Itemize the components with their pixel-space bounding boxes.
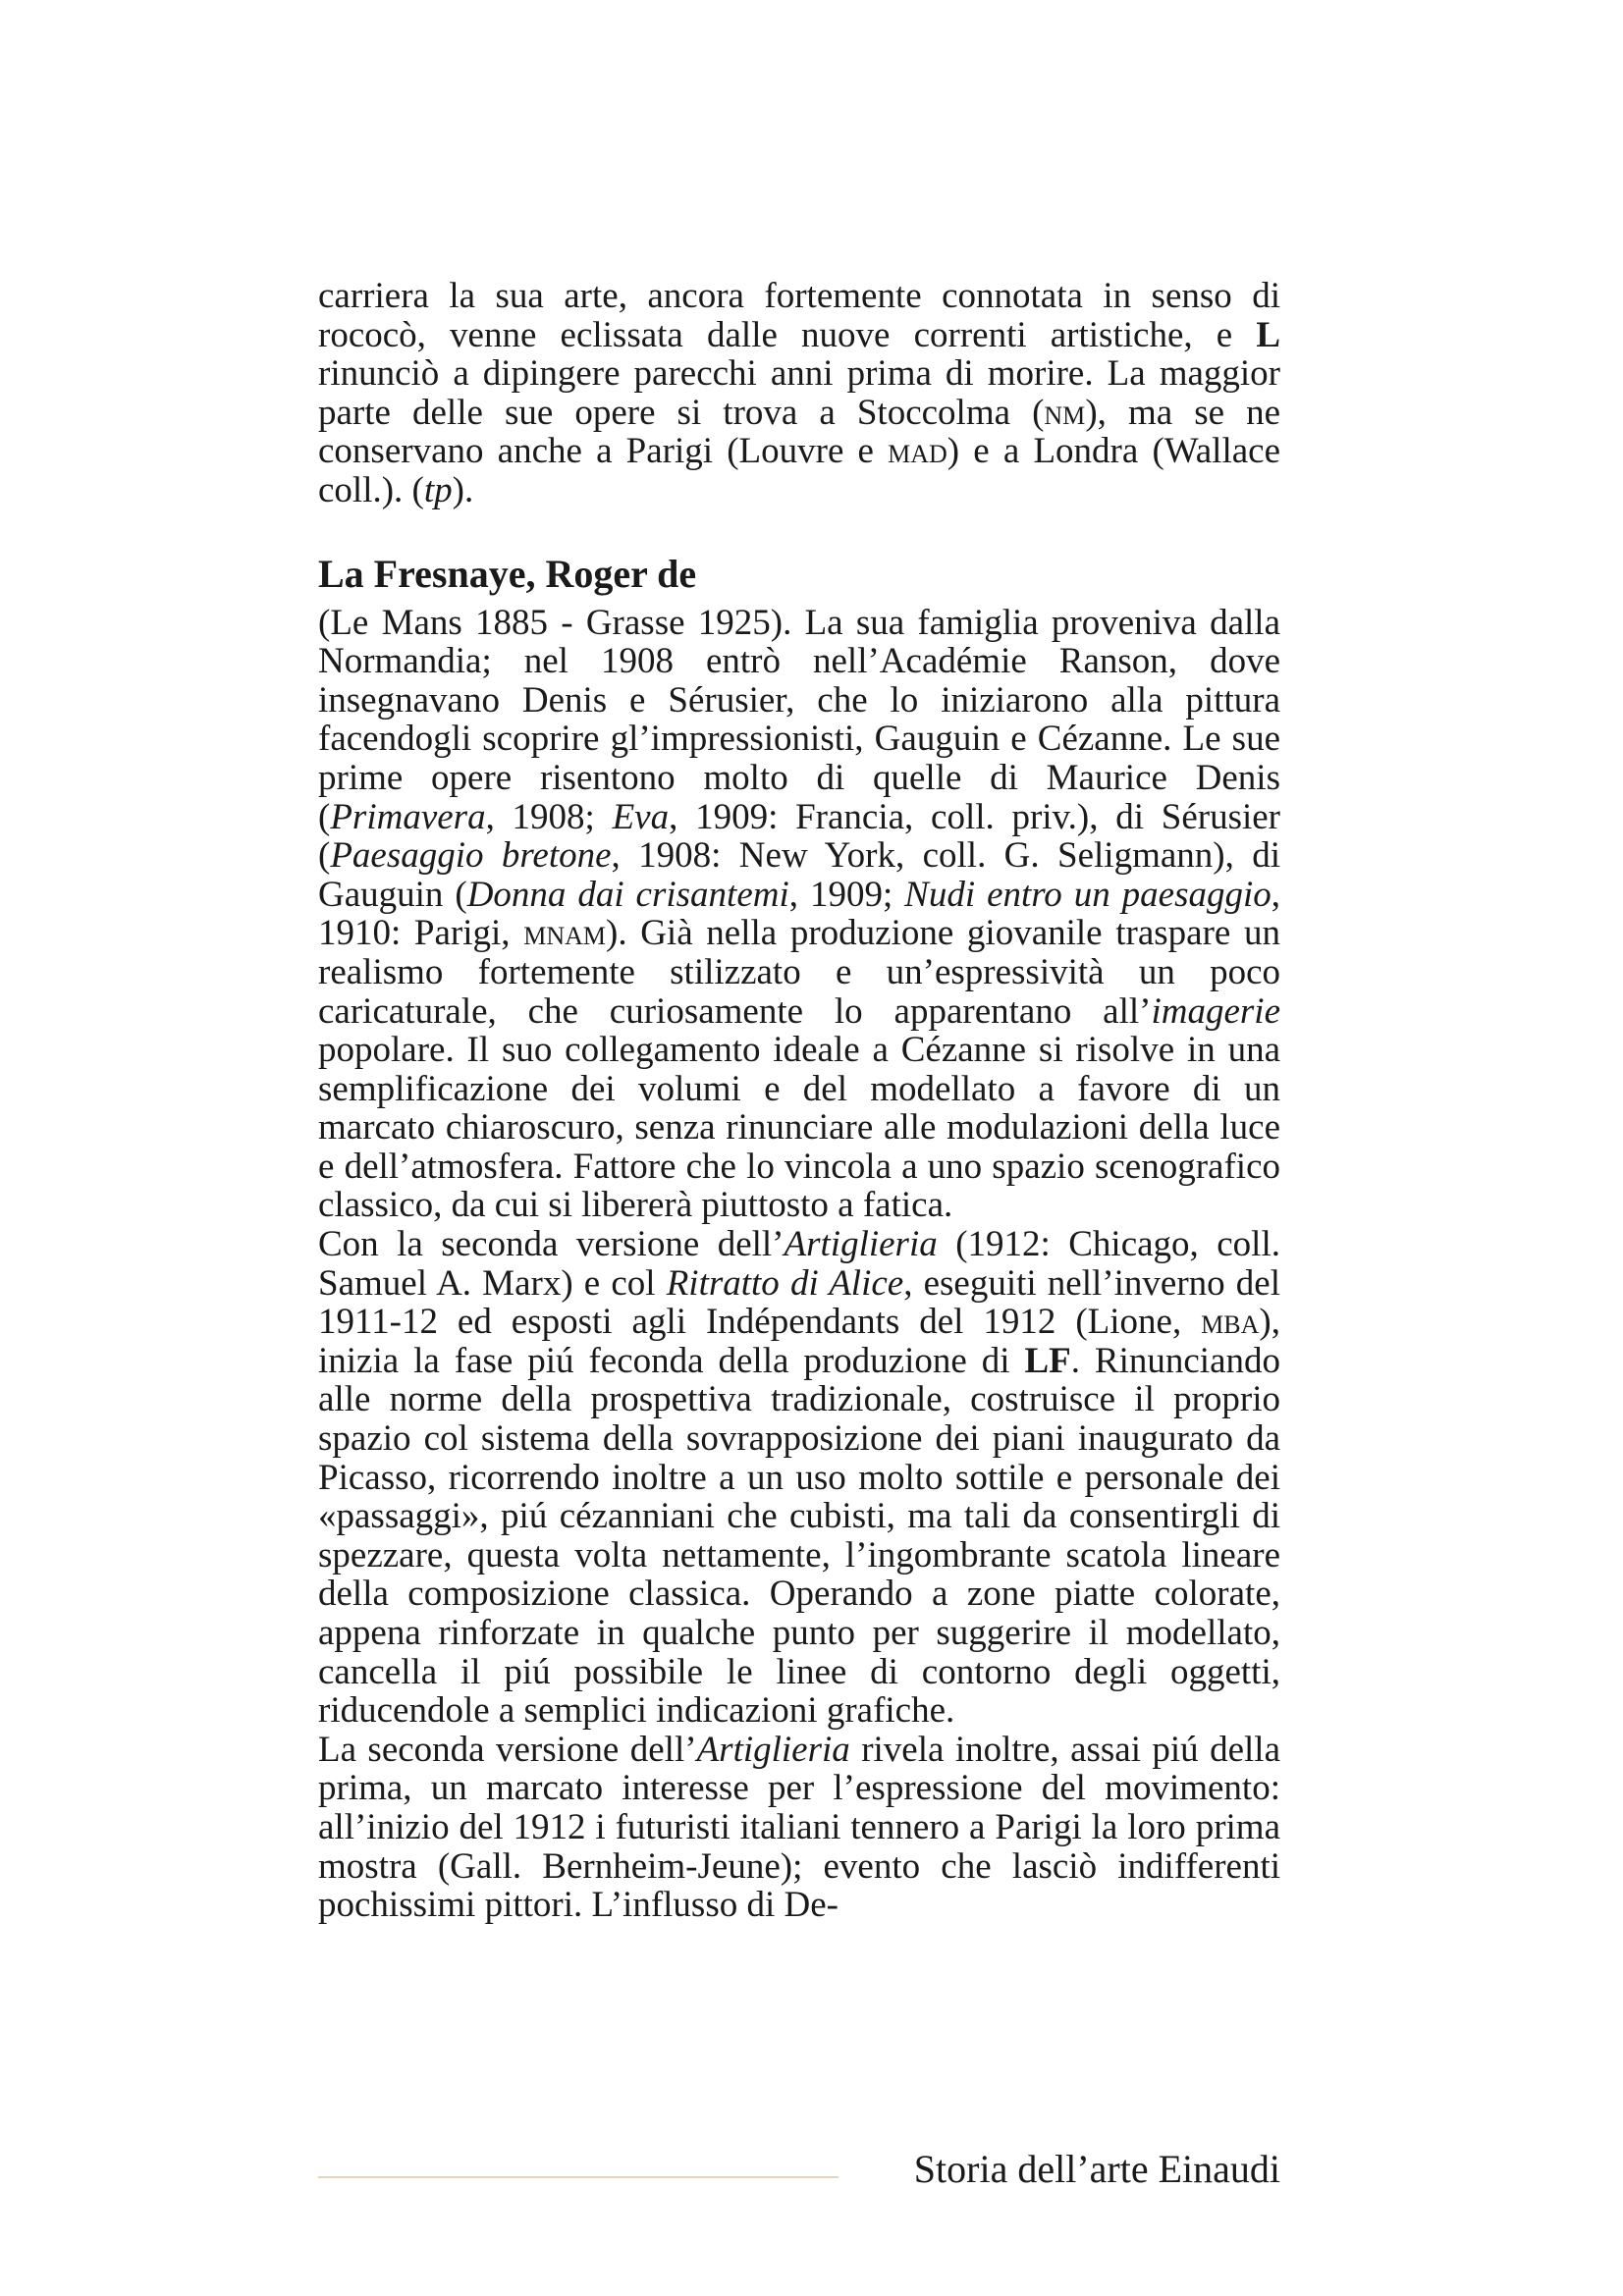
text-run: , 1910: Parigi, (318, 874, 1281, 954)
text-run: carriera la sua arte, ancora fortemente connotata in senso di rococò, venne eclissata dalle nuove correnti artistiche, e (318, 276, 1280, 355)
artwork-title: Artiglieria (696, 1729, 850, 1770)
text-run: , eseguiti nell’inverno del 1911-12 ed esposti agli Indépendants del 1912 (Lione, (318, 1262, 1280, 1343)
footer-label: Storia dell’arte Einaudi (913, 2147, 1280, 2191)
text-run: (Le Mans 1885 - Grasse 1925). La sua famiglia proveniva dalla Normandia; nel 1908 entrò nell’Académie Ranson, dove insegnavano Denis e Sérusier, che lo iniziarono alla pittura facendogli scoprire gl’impressionisti, Gauguin e Cézanne. Le sue prime opere risentono molto di quelle di Maurice Denis ( (318, 602, 1280, 837)
text-run: , 1909; (788, 874, 905, 915)
text-run: . Rinunciando alle norme della prospettiva tradizionale, costruisce il proprio spazio col sistema della sovrapposizione dei piani inaugurato da Picasso, ricorrendo inoltre a un uso molto sottile e personale dei «passaggi», piú cézanniani che cubisti, ma tali da consentirgli di spezzare, questa volta nettamente, l’ingombrante scatola lineare della composizione classica. Operando a zone piatte colorate, appena rinforzate in qualche punto per suggerire il modellato, cancella il piú possibile le linee di contorno degli oggetti, riducendole a semplici indicazioni grafiche. (318, 1340, 1280, 1732)
text-run: rivela inoltre, assai piú della prima, un marcato interesse per l’espressione del movimento: all’inizio del 1912 i futuristi italiani tennero a Parigi la loro prima mostra (Gall. Bernheim-Jeune); evento che lasciò indifferenti pochissimi pittori. L’influsso di De- (318, 1729, 1280, 1926)
artwork-title: Ritratto di Alice (666, 1262, 904, 1304)
text-run: , 1908; (485, 796, 613, 837)
artwork-title: Artiglieria (784, 1224, 938, 1265)
author-abbrev: LF (1024, 1340, 1071, 1381)
text-run: , 1908: New York, coll. G. Seligmann), di Gauguin ( (318, 835, 1280, 915)
text-run: (1912: Chicago, coll. Samuel A. Marx) e col (318, 1224, 1280, 1304)
paragraph-1 (318, 604, 1280, 1226)
text-run: La seconda versione dell’ (318, 1729, 697, 1770)
text-run: , 1909: Francia, coll. priv.), di Sérusier ( (318, 796, 1280, 877)
entry-title: La Fresnaye, Roger de (318, 551, 697, 596)
museum-abbrev: mba (1201, 1302, 1260, 1343)
text-run: rinunciò a dipingere parecchi anni prima di morire. La maggior parte delle sue opere si trova a Stoccolma ( (318, 353, 1280, 433)
artwork-title: Paesaggio bretone (330, 835, 612, 877)
artwork-title: Primavera (330, 796, 486, 837)
page-body (318, 277, 1280, 1925)
artwork-title: Nudi entro un paesaggio (904, 874, 1271, 915)
text-run: ) e a Londra (Wallace coll.). ( (318, 431, 1280, 510)
paragraph-3 (318, 1731, 1280, 1925)
footer-rule (318, 2176, 839, 2178)
intro-paragraph (318, 277, 1280, 510)
museum-abbrev: nm (1044, 392, 1086, 433)
text-run: ), inizia la fase piú feconda della produzione di (318, 1302, 1280, 1381)
page-footer (318, 2145, 1280, 2194)
text-run: ). (452, 469, 474, 510)
text-run: ), ma se ne conservano anche a Parigi (Louvre e (318, 392, 1280, 472)
text-run: Con la seconda versione dell’ (318, 1224, 784, 1265)
text-run: ). Già nella produzione giovanile traspare un realismo fortemente stilizzato e un’espressività un poco caricaturale, che curiosamente lo apparentano all’ (318, 913, 1280, 1032)
museum-abbrev: mad (888, 431, 947, 472)
paragraph-2 (318, 1225, 1280, 1731)
author-abbrev: L (1256, 314, 1280, 355)
museum-abbrev: mnam (523, 913, 606, 954)
author-initials: tp (423, 469, 453, 510)
artwork-title: Eva (612, 796, 670, 837)
text-run: popolare. Il suo collegamento ideale a Cézanne si risolve in una semplificazione dei volumi e del modellato a favore di un marcato chiaroscuro, senza rinunciare alle modulazioni della luce e dell’atmosfera. Fattore che lo vincola a uno spazio scenografico classico, da cui si libererà piuttosto a fatica. (318, 1030, 1280, 1226)
italic-term: imagerie (1151, 990, 1280, 1032)
artwork-title: Donna dai crisantemi (466, 874, 789, 915)
